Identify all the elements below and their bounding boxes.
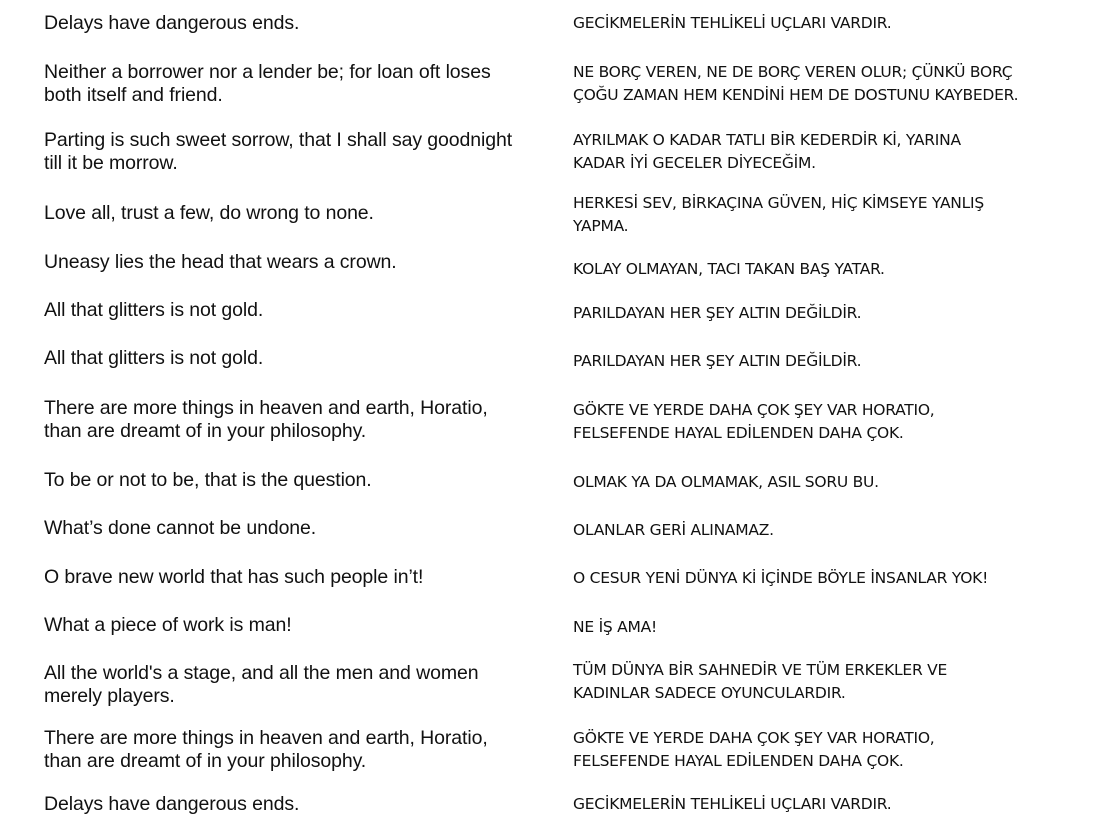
english-quote: Delays have dangerous ends. [44, 12, 300, 34]
turkish-translation: NE İŞ AMA! [573, 618, 657, 636]
turkish-translation: PARILDAYAN HER ŞEY ALTIN DEĞİLDİR. [573, 352, 862, 370]
turkish-translation: OLMAK YA DA OLMAMAK, ASIL SORU BU. [573, 473, 879, 491]
english-quote: All the world's a stage, and all the men and women merely players. [44, 662, 479, 707]
english-quote: To be or not to be, that is the question. [44, 469, 372, 491]
turkish-translation: GÖKTE VE YERDE DAHA ÇOK ŞEY VAR HORATIO, FELSEFENDE HAYAL EDİLENDEN DAHA ÇOK. [573, 729, 935, 770]
english-quote: Delays have dangerous ends. [44, 793, 300, 815]
turkish-translation: NE BORÇ VEREN, NE DE BORÇ VEREN OLUR; ÇÜNKÜ BORÇ ÇOĞU ZAMAN HEM KENDİNİ HEM DE DOSTUNU KAYBEDER. [573, 63, 1019, 104]
english-quote: Parting is such sweet sorrow, that I shall say goodnight till it be morrow. [44, 129, 513, 174]
turkish-translation: GECİKMELERİN TEHLİKELİ UÇLARI VARDIR. [573, 795, 892, 813]
turkish-translation: O CESUR YENİ DÜNYA Kİ İÇİNDE BÖYLE İNSANLAR YOK! [573, 569, 989, 587]
turkish-translation: TÜM DÜNYA BİR SAHNEDİR VE TÜM ERKEKLER VE KADINLAR SADECE OYUNCULARDIR. [573, 661, 948, 702]
english-quote: Uneasy lies the head that wears a crown. [44, 251, 397, 273]
english-quote: All that glitters is not gold. [44, 299, 264, 321]
turkish-translation: HERKESİ SEV, BİRKAÇINA GÜVEN, HİÇ KİMSEYE YANLIŞ YAPMA. [573, 194, 984, 235]
english-quote: There are more things in heaven and earth, Horatio, than are dreamt of in your philosophy. [44, 727, 488, 772]
english-quote: What’s done cannot be undone. [44, 517, 317, 539]
turkish-translation: AYRILMAK O KADAR TATLI BİR KEDERDİR Kİ, YARINA KADAR İYİ GECELER DİYECEĞİM. [573, 131, 961, 172]
english-quote: All that glitters is not gold. [44, 347, 264, 369]
turkish-translation: OLANLAR GERİ ALINAMAZ. [573, 521, 774, 539]
english-quote: What a piece of work is man! [44, 614, 292, 636]
english-quote: There are more things in heaven and earth, Horatio, than are dreamt of in your philosophy. [44, 397, 488, 442]
english-quote: O brave new world that has such people in’t! [44, 566, 424, 588]
turkish-translation: GECİKMELERİN TEHLİKELİ UÇLARI VARDIR. [573, 14, 892, 32]
turkish-translation: KOLAY OLMAYAN, TACI TAKAN BAŞ YATAR. [573, 260, 885, 278]
turkish-translation: PARILDAYAN HER ŞEY ALTIN DEĞİLDİR. [573, 304, 862, 322]
turkish-translation: GÖKTE VE YERDE DAHA ÇOK ŞEY VAR HORATIO, FELSEFENDE HAYAL EDİLENDEN DAHA ÇOK. [573, 401, 935, 442]
english-quote: Love all, trust a few, do wrong to none. [44, 202, 374, 224]
english-quote: Neither a borrower nor a lender be; for loan oft loses both itself and friend. [44, 61, 491, 106]
